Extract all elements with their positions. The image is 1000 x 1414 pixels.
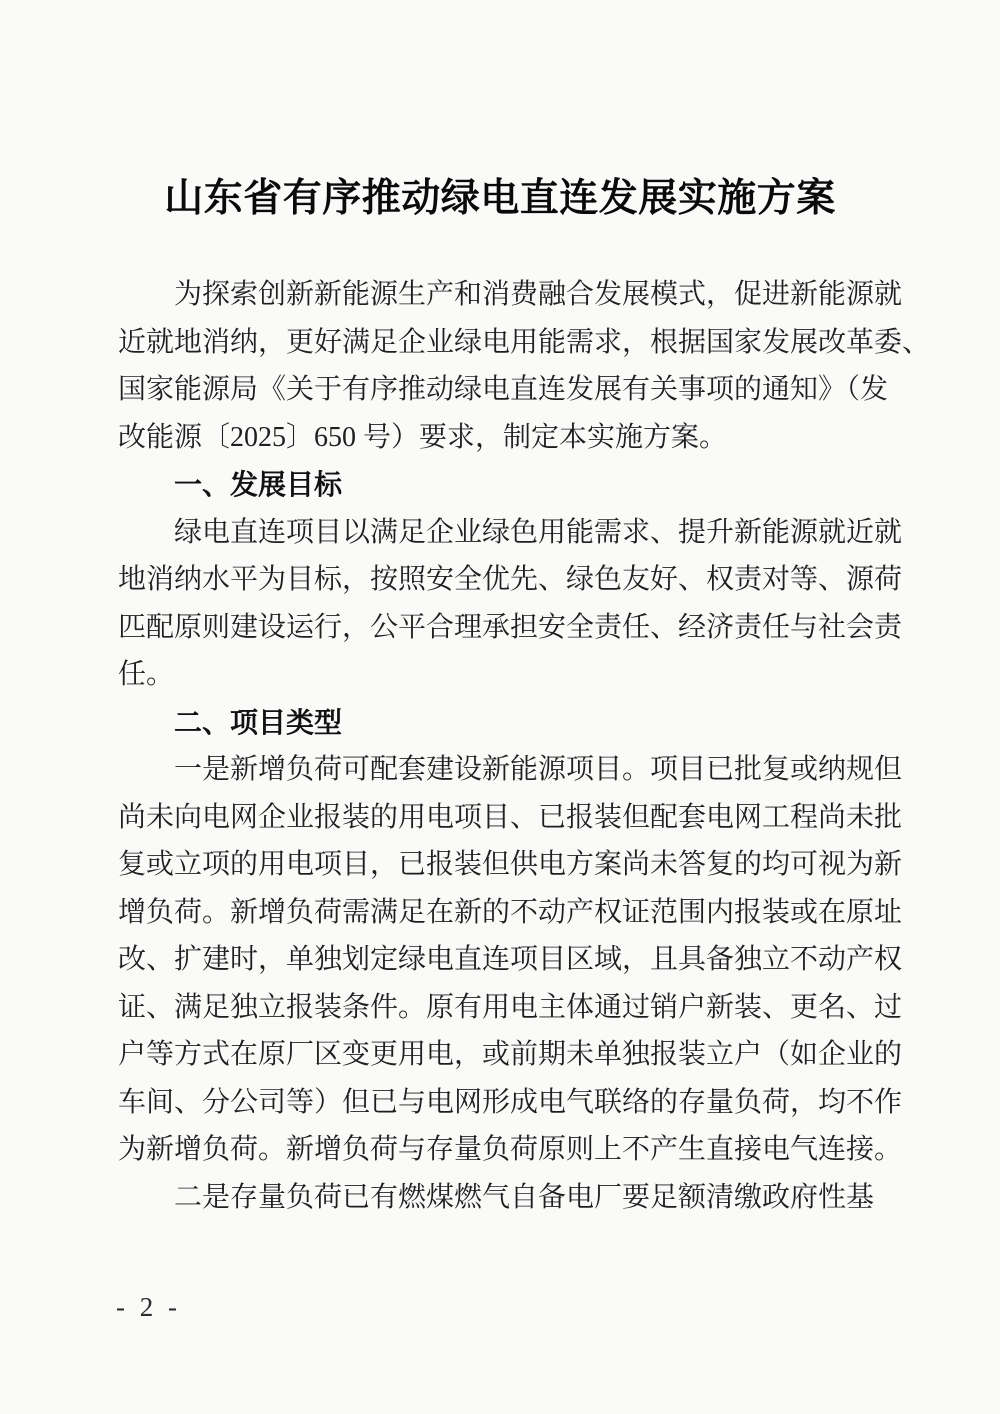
body-line: 近就地消纳，更好满足企业绿电用能需求，根据国家发展改革委、: [118, 326, 931, 358]
body-line: 改能源〔2025〕650 号）要求，制定本实施方案。: [118, 421, 728, 453]
body-line: 为新增负荷。新增负荷与存量负荷原则上不产生直接电气连接。: [118, 1134, 903, 1165]
body-line: 尚未向电网企业报装的用电项目、已报装但配套电网工程尚未批: [118, 801, 903, 833]
document-body: [118, 271, 931, 1221]
body-line: 增负荷。新增负荷需满足在新的不动产权证范围内报装或在原址: [118, 896, 903, 928]
section-heading-1: 一、发展目标: [174, 469, 343, 500]
body-line: 任。: [118, 659, 175, 690]
body-line: 一是新增负荷可配套建设新能源项目。项目已批复或纳规但: [174, 754, 903, 785]
body-line: 复或立项的用电项目，已报装但供电方案尚未答复的均可视为新: [118, 849, 903, 880]
body-line: 证、满足独立报装条件。原有用电主体通过销户新装、更名、过: [118, 991, 903, 1023]
body-line: 匹配原则建设运行，公平合理承担安全责任、经济责任与社会责: [118, 611, 903, 643]
body-line: 二是存量负荷已有燃煤燃气自备电厂要足额清缴政府性基: [174, 1181, 875, 1213]
page-number: - 2 -: [116, 1292, 181, 1322]
body-line: 户等方式在原厂区变更用电，或前期未单独报装立户（如企业的: [118, 1039, 903, 1070]
document-title: 山东省有序推动绿电直连发展实施方案: [164, 177, 836, 220]
body-line: 改、扩建时，单独划定绿电直连项目区域，且具备独立不动产权: [118, 944, 903, 975]
body-line: 绿电直连项目以满足企业绿色用能需求、提升新能源就近就: [174, 516, 903, 548]
section-heading-2: 二、项目类型: [174, 706, 343, 738]
body-line: 地消纳水平为目标，按照安全优先、绿色友好、权责对等、源荷: [118, 564, 903, 595]
body-line: 为探索创新新能源生产和消费融合发展模式，促进新能源就: [174, 279, 903, 310]
body-line: 国家能源局《关于有序推动绿电直连发展有关事项的通知》（发: [118, 374, 889, 405]
body-line: 车间、分公司等）但已与电网形成电气联络的存量负荷，均不作: [118, 1086, 903, 1118]
